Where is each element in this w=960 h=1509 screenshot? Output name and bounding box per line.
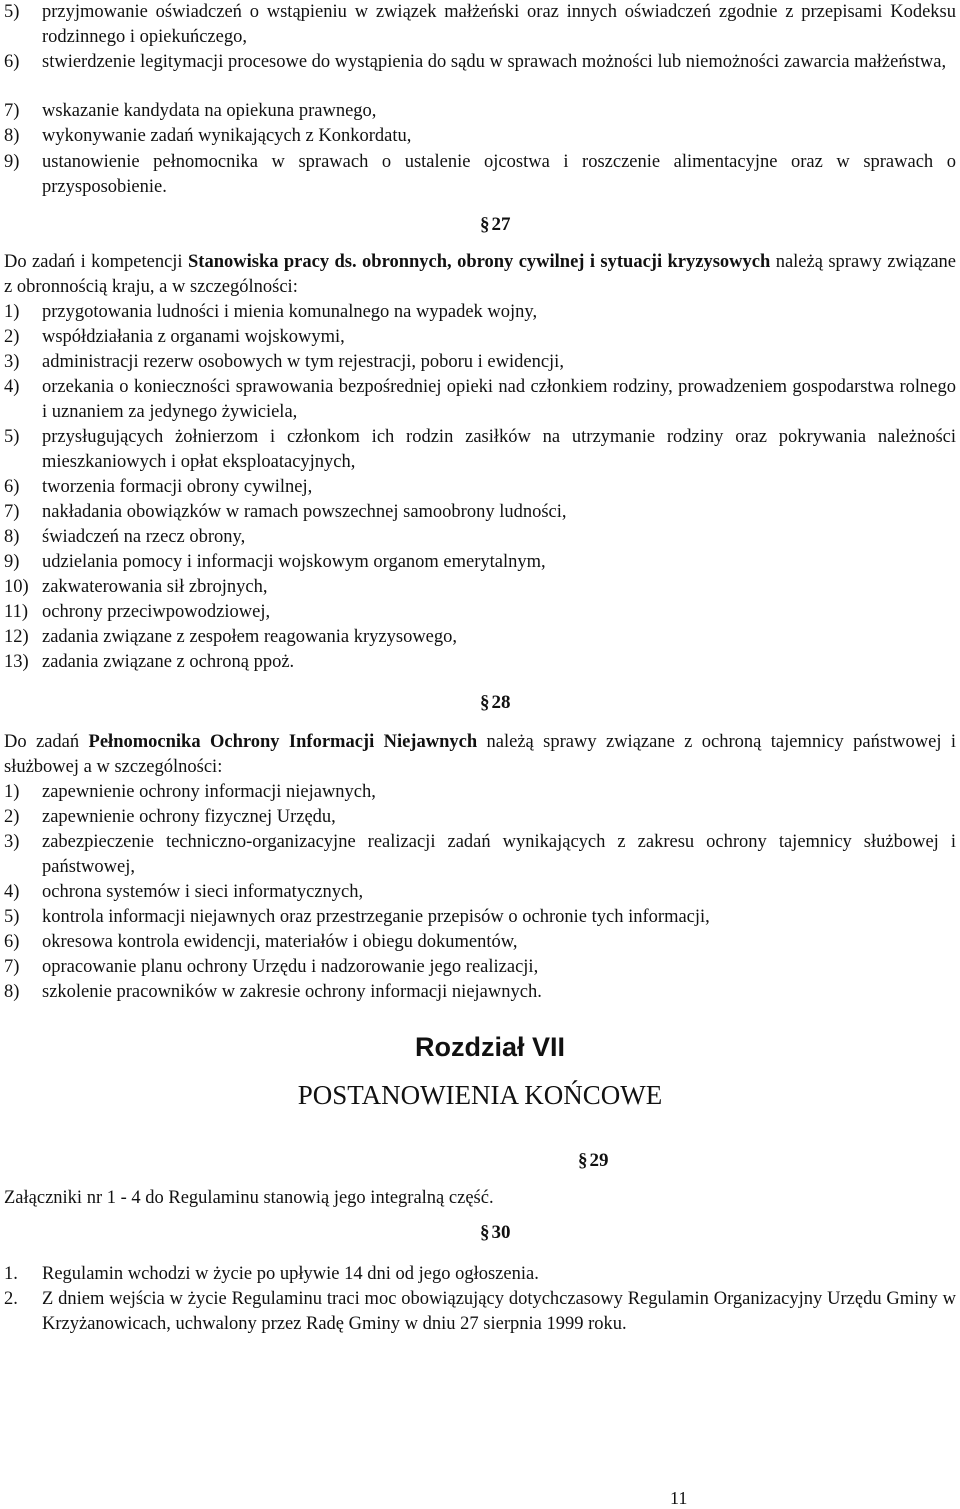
item-number: 5) (4, 907, 20, 927)
chapter-title: Rozdział VII (414, 1032, 566, 1062)
item-text: współdziałania z organami wojskowymi, (42, 327, 345, 347)
section-heading-27: § 27 (480, 214, 511, 235)
item-number: 8) (4, 527, 20, 547)
item-number: 7) (4, 502, 20, 522)
list-item (4, 375, 956, 425)
list-item (4, 1262, 956, 1287)
item-text: świadczeń na rzecz obrony, (42, 527, 246, 547)
item-number: 12) (4, 627, 29, 647)
item-text: opracowanie planu ochrony Urzędu i nadzorowanie jego realizacji, (42, 957, 539, 977)
item-text: stwierdzenie legitymacji procesowe do wystąpienia do sądu w sprawach możności lub niemożności zawarcia małżeństwa, (42, 52, 947, 72)
item-number: 4) (4, 377, 20, 397)
page-number: 11 (670, 1488, 688, 1508)
item-text: zapewnienie ochrony fizycznej Urzędu, (42, 807, 336, 827)
item-number: 7) (4, 101, 20, 121)
list-item (4, 980, 956, 1005)
section-27-intro: Do zadań i kompetencji Stanowiska pracy ds. obronnych, obrony cywilnej i sytuacji kryzysowych należą sprawy związane z obronnością kraju, a w szczególności: (4, 252, 957, 297)
item-number: 8) (4, 126, 20, 146)
list-item (4, 625, 956, 650)
item-text: okresowa kontrola ewidencji, materiałów i obiegu dokumentów, (42, 932, 518, 952)
item-text: Z dniem wejścia w życie Regulaminu traci moc obowiązujący dotychczasowy Regulamin Organizacyjny Urzędu Gminy w Krzyżanowicach, uchwalony przez Radę Gminy w dniu 27 sierpnia 1999 roku. (42, 1289, 956, 1334)
list-item (4, 930, 956, 955)
item-text: nakładania obowiązków w ramach powszechnej samoobrony ludności, (42, 502, 567, 522)
list-item (4, 780, 956, 805)
item-number: 6) (4, 932, 20, 952)
list-item (4, 600, 956, 625)
item-text: kontrola informacji niejawnych oraz przestrzeganie przepisów o ochronie tych informacji, (42, 907, 710, 927)
item-number: 9) (4, 552, 20, 572)
section-heading-30: § 30 (480, 1222, 511, 1243)
item-text: tworzenia formacji obrony cywilnej, (42, 477, 313, 497)
section-heading-29: § 29 (578, 1150, 609, 1171)
item-number: 4) (4, 882, 20, 902)
section-28-intro: Do zadań Pełnomocnika Ochrony Informacji Niejawnych należą sprawy związane z ochroną tajemnicy państwowej i służbowej a w szczególności: (4, 732, 957, 777)
chapter-subtitle: POSTANOWIENIA KOŃCOWE (297, 1080, 663, 1110)
list-item (4, 350, 956, 375)
list-item (4, 150, 956, 200)
item-text: udzielania pomocy i informacji wojskowym organom emerytalnym, (42, 552, 546, 572)
list-item (4, 575, 956, 600)
item-text: wykonywanie zadań wynikających z Konkordatu, (42, 126, 412, 146)
item-number: 1) (4, 302, 20, 322)
item-number: 5) (4, 2, 20, 22)
item-text: zakwaterowania sił zbrojnych, (42, 577, 268, 597)
item-number: 10) (4, 577, 29, 597)
item-text: zadania związane z ochroną ppoż. (42, 652, 295, 672)
item-text: zadania związane z zespołem reagowania kryzysowego, (42, 627, 458, 647)
item-text: ochrony przeciwpowodziowej, (42, 602, 271, 622)
item-text: wskazanie kandydata na opiekuna prawnego, (42, 101, 377, 121)
item-text: ustanowienie pełnomocnika w sprawach o ustalenie ojcostwa i roszczenie alimentacyjne oraz w sprawach o przysposobienie. (42, 152, 956, 197)
item-number: 1. (4, 1264, 18, 1284)
item-number: 5) (4, 427, 20, 447)
list-item (4, 955, 956, 980)
item-text: administracji rezerw osobowych w tym rejestracji, poboru i ewidencji, (42, 352, 564, 372)
list-item (4, 0, 956, 50)
item-text: orzekania o konieczności sprawowania bezpośredniej opieki nad członkiem rodziny, prowadzeniem gospodarstwa rolnego i uznaniem za jedynego żywiciela, (42, 377, 956, 422)
item-text: zapewnienie ochrony informacji niejawnych, (42, 782, 376, 802)
item-number: 2) (4, 327, 20, 347)
list-item (4, 124, 956, 149)
item-number: 9) (4, 152, 20, 172)
item-number: 11) (4, 602, 28, 622)
list-item (4, 650, 956, 675)
item-number: 6) (4, 52, 20, 72)
section-heading-28: § 28 (480, 692, 511, 713)
item-text: przygotowania ludności i mienia komunalnego na wypadek wojny, (42, 302, 538, 322)
list-item (4, 50, 956, 75)
item-text: przyjmowanie oświadczeń o wstąpieniu w związek małżeński oraz innych oświadczeń zgodnie z przepisami Kodeksu rodzinnego i opiekuńczego, (42, 2, 956, 47)
item-number: 6) (4, 477, 20, 497)
item-text: przysługujących żołnierzom i członkom ich rodzin zasiłków na utrzymanie rodziny oraz pokrywania należności mieszkaniowych i opłat eksploatacyjnych, (42, 427, 956, 472)
item-number: 8) (4, 982, 20, 1002)
item-text: Regulamin wchodzi w życie po upływie 14 dni od jego ogłoszenia. (42, 1264, 539, 1284)
item-text: ochrona systemów i sieci informatycznych, (42, 882, 364, 902)
item-number: 2. (4, 1289, 18, 1309)
list-item (4, 1287, 956, 1337)
list-item (4, 99, 956, 124)
list-item (4, 805, 956, 830)
item-text: zabezpieczenie techniczno-organizacyjne realizacji zadań wynikających z zakresu ochrony tajemnicy służbowej i państwowej, (42, 832, 956, 877)
item-number: 2) (4, 807, 20, 827)
item-text: szkolenie pracowników w zakresie ochrony informacji niejawnych. (42, 982, 542, 1002)
list-item (4, 300, 956, 325)
item-number: 13) (4, 652, 29, 672)
list-item (4, 830, 956, 880)
list-item (4, 425, 956, 475)
item-number: 1) (4, 782, 20, 802)
item-number: 3) (4, 832, 20, 852)
list-item (4, 880, 956, 905)
list-item (4, 550, 956, 575)
list-item (4, 500, 956, 525)
list-item (4, 325, 956, 350)
section-29-text: Załączniki nr 1 - 4 do Regulaminu stanowią jego integralną część. (4, 1188, 494, 1208)
item-number: 3) (4, 352, 20, 372)
item-number: 7) (4, 957, 20, 977)
list-item (4, 525, 956, 550)
list-item (4, 905, 956, 930)
list-item (4, 475, 956, 500)
